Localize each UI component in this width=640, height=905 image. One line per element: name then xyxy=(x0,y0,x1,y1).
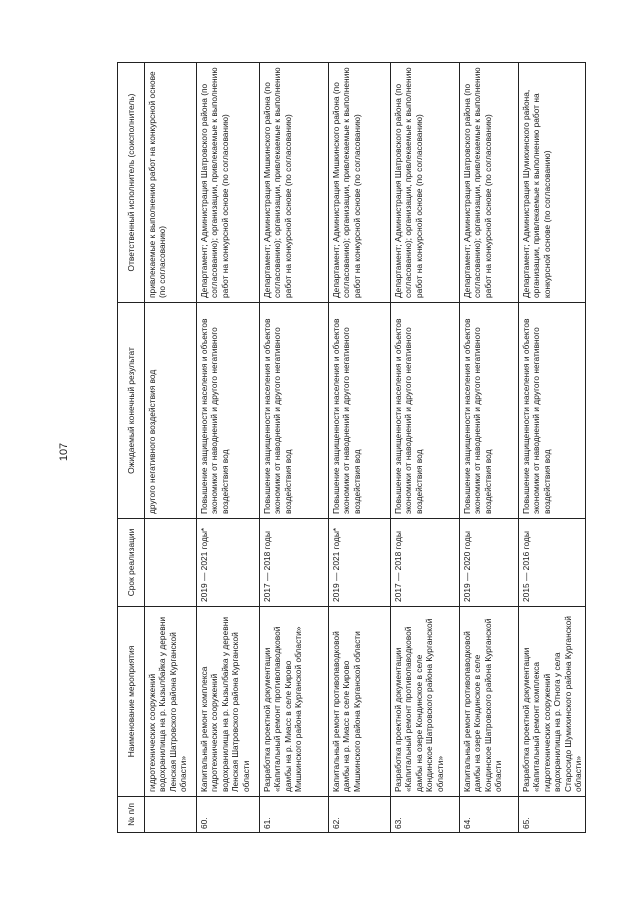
row-num: 61. xyxy=(260,797,329,833)
row-result: Повышение защищенности населения и объектов экономики от наводнений и другого негативного воздействия вод xyxy=(329,303,391,519)
row-executor: Департамент; Администрация Мишкинского района (по согласованию); организации, привлекаемые к выполнению работ на конкурсной основе (по согласованию) xyxy=(329,63,391,303)
row-term: 2015 — 2016 годы xyxy=(519,519,586,607)
header-term: Срок реализации xyxy=(118,519,145,607)
table-row xyxy=(145,63,197,833)
row-executor: Департамент; Администрация Мишкинского района (по согласованию); организации, привлекаемые к выполнению работ на конкурсной основе (по согласованию) xyxy=(260,63,329,303)
row-num xyxy=(145,797,197,833)
row-num: 60. xyxy=(197,797,260,833)
table-row xyxy=(329,63,391,833)
row-executor: Департамент; Администрация Шатровского района (по согласованию); организации, привлекаемые к выполнению работ на конкурсной основе (по согласованию) xyxy=(391,63,460,303)
row-name: Капитальный ремонт комплекса гидротехнических сооружений водохранилища на р. Кызылбайка у деревни Ленская Шатровского района Курганской области xyxy=(197,607,260,797)
table-row xyxy=(260,63,329,833)
row-result: Повышение защищенности населения и объектов экономики от наводнений и другого негативного воздействия вод xyxy=(260,303,329,519)
row-result: Повышение защищенности населения и объектов экономики от наводнений и другого негативного воздействия вод xyxy=(519,303,586,519)
row-num: 64. xyxy=(460,797,519,833)
row-result: Повышение защищенности населения и объектов экономики от наводнений и другого негативного воздействия вод xyxy=(391,303,460,519)
table-row xyxy=(391,63,460,833)
table-row xyxy=(460,63,519,833)
row-name: Разработка проектной документации «Капитальный ремонт противопаводковой дамбы на р. Миасс в селе Кирово Мишкинского района Курганской области» xyxy=(260,607,329,797)
measures-table xyxy=(117,62,586,833)
row-executor: Департамент; Администрация Шумихинского района, организации, привлекаемые к выполнению работ на конкурсной основе (по согласованию) xyxy=(519,63,586,303)
header-result: Ожидаемый конечный результат xyxy=(118,303,145,519)
row-result: Повышение защищенности населения и объектов экономики от наводнений и другого негативного воздействия вод xyxy=(197,303,260,519)
row-term: 2019 — 2020 годы xyxy=(460,519,519,607)
row-term xyxy=(145,519,197,607)
row-num: 63. xyxy=(391,797,460,833)
header-executor: Ответственный исполнитель (соисполнитель) xyxy=(118,63,145,303)
rotated-table-container xyxy=(117,63,622,833)
row-term: 2019 — 2021 годы* xyxy=(197,519,260,607)
header-num: № п/п xyxy=(118,797,145,833)
table-header-row xyxy=(118,63,145,833)
row-name: Капитальный ремонт противопаводковой дамбы на озере Кондинское в селе Кондинское Шатровского района Курганской области xyxy=(460,607,519,797)
row-executor: Департамент; Администрация Шатровского района (по согласованию); организации, привлекаемые к выполнению работ на конкурсной основе (по согласованию) xyxy=(460,63,519,303)
page-number: 107 xyxy=(58,442,70,462)
row-name: гидротехнических сооружений водохранилища на р. Кызылбайка у деревни Ленская Шатровского района Курганской области» xyxy=(145,607,197,797)
row-num: 65. xyxy=(519,797,586,833)
row-result: Повышение защищенности населения и объектов экономики от наводнений и другого негативного воздействия вод xyxy=(460,303,519,519)
row-executor: привлекаемые к выполнению работ на конкурсной основе (по согласованию) xyxy=(145,63,197,303)
row-name: Разработка проектной документации «Капитальный ремонт комплекса гидротехнических сооружений водохранилища на р. Отнога у села Старосидо Шумихинского района Курганской области» xyxy=(519,607,586,797)
table-row xyxy=(197,63,260,833)
row-term: 2017 — 2018 годы xyxy=(391,519,460,607)
header-name: Наименование мероприятия xyxy=(118,607,145,797)
row-executor: Департамент; Администрация Шатровского района (по согласованию); организации, привлекаемые к выполнению работ на конкурсной основе (по согласованию) xyxy=(197,63,260,303)
row-name: Разработка проектной документации «Капитальный ремонт противопаводковой дамбы на озере Кондинское в селе Кондинское Шатровского района Курганской области» xyxy=(391,607,460,797)
row-term: 2019 — 2021 годы* xyxy=(329,519,391,607)
row-term: 2017 — 2018 годы xyxy=(260,519,329,607)
row-num: 62. xyxy=(329,797,391,833)
row-result: другого негативного воздействия вод xyxy=(145,303,197,519)
row-name: Капитальный ремонт противопаводковой дамбы на р. Миасс в селе Кирово Мишкинского района Курганской области xyxy=(329,607,391,797)
table-row xyxy=(519,63,586,833)
